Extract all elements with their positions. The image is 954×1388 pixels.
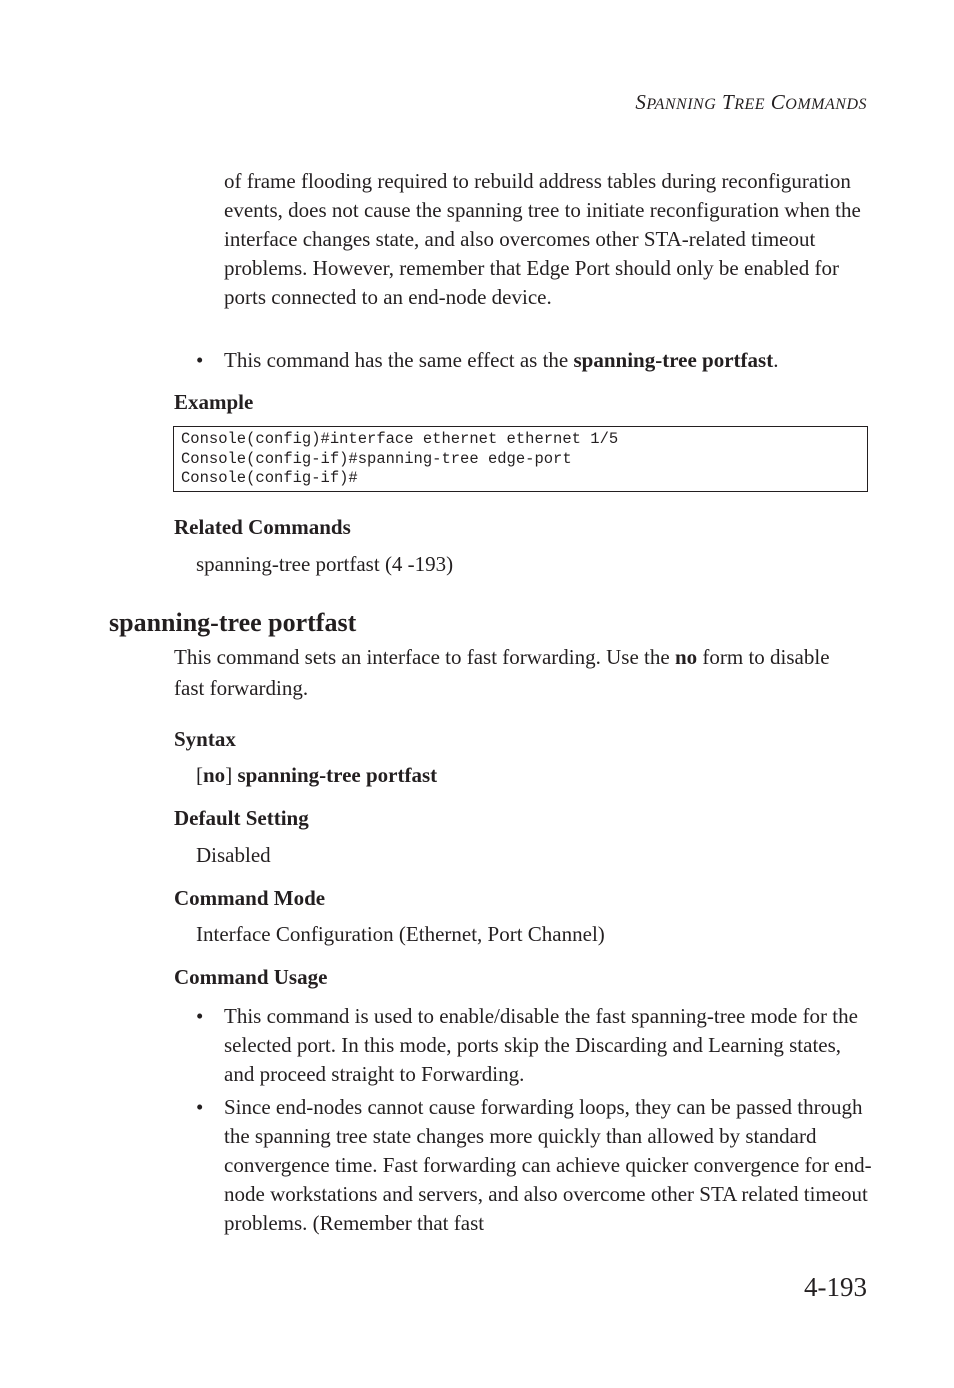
command-mode-value: Interface Configuration (Ethernet, Port Channel): [196, 922, 605, 946]
bullet-marker: •: [196, 348, 204, 372]
syntax-value: [no] spanning-tree portfast: [196, 763, 438, 787]
related-commands-text: spanning-tree portfast (4 -193): [196, 552, 454, 576]
related-commands-heading: Related Commands: [174, 515, 351, 539]
bold-command: spanning-tree portfast: [573, 348, 774, 372]
page-number: 4-193: [804, 1272, 867, 1302]
intro-paragraph: of frame flooding required to rebuild address tables during reconfiguration events, does not cause the spanning tree to initiate reconfiguration when the interface changes state, and also overcomes other STA-related timeout problems. However, remember that Edge Port should only be enabled for ports connected to an end-node device.: [224, 169, 861, 309]
section-lead: This command sets an interface to fast forwarding. Use the no form to disable fast forwarding.: [174, 645, 830, 700]
command-mode-heading: Command Mode: [174, 886, 326, 910]
section-title: spanning-tree portfast: [109, 608, 357, 637]
usage-bullet-text: Since end-nodes cannot cause forwarding loops, they can be passed through the spanning tree state changes more quickly than allowed by standard convergence time. Fast forwarding can achieve quicker convergence for end-node workstations and servers, and also overcome other STA related timeout problems. (Remember that fast: [224, 1095, 872, 1235]
example-heading: Example: [174, 390, 254, 414]
bullet-text: This command has the same effect as the spanning-tree portfast.: [224, 348, 779, 372]
command-usage-heading: Command Usage: [174, 965, 328, 989]
syntax-heading: Syntax: [174, 727, 236, 751]
default-setting-heading: Default Setting: [174, 806, 309, 830]
bullet-marker: •: [196, 1004, 204, 1028]
bullet-marker: •: [196, 1095, 204, 1119]
code-line: Console(config-if)#spanning-tree edge-port: [181, 449, 572, 468]
code-line: Console(config)#interface ethernet ethernet 1/5: [181, 430, 619, 448]
code-example: [173, 426, 868, 492]
code-line: Console(config-if)#: [181, 469, 358, 487]
default-setting-value: Disabled: [196, 843, 271, 867]
running-head: SPANNING TREE COMMANDS: [635, 90, 867, 114]
usage-bullet-text: This command is used to enable/disable the fast spanning-tree mode for the selected port. In this mode, ports skip the Discarding and Learning states, and proceed straight to Forwarding.: [224, 1004, 858, 1086]
